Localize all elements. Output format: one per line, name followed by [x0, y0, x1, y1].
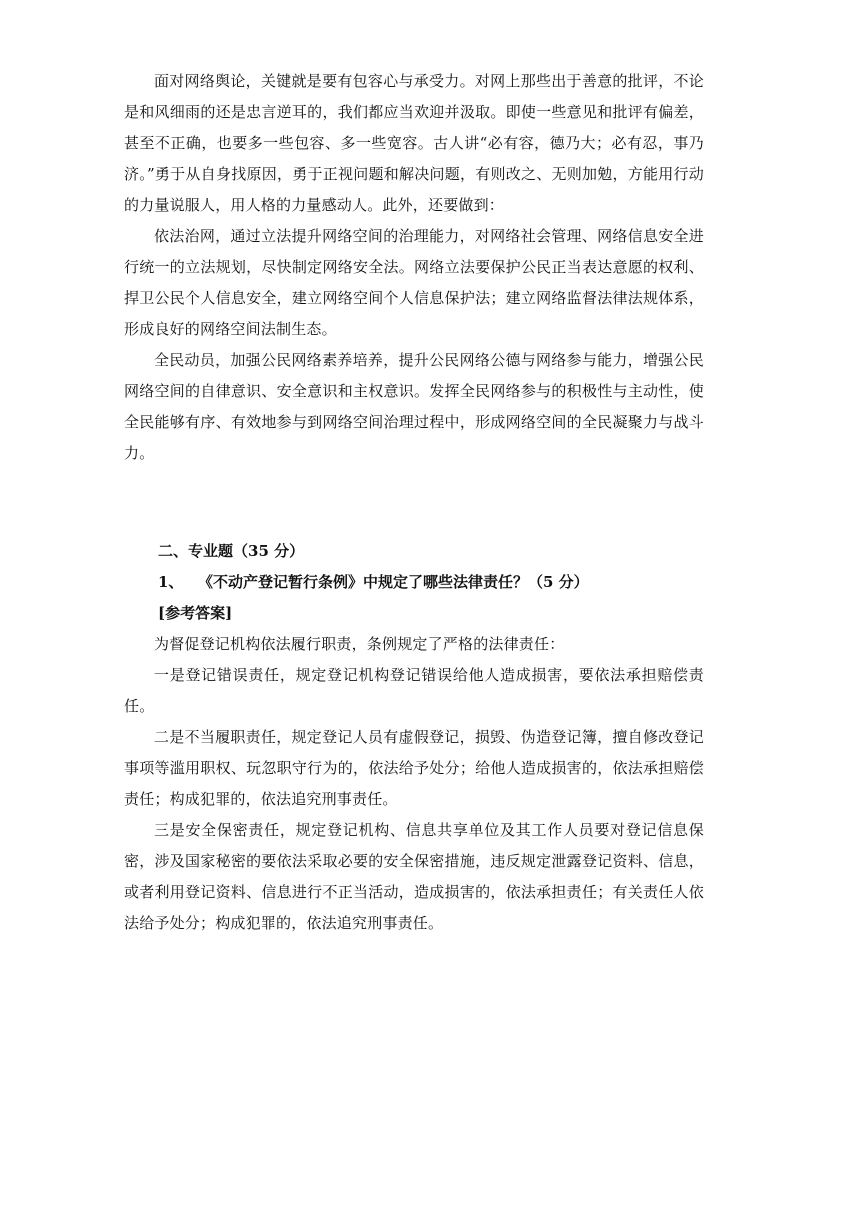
answer-paragraph-4: 三是安全保密责任，规定登记机构、信息共享单位及其工作人员要对登记信息保密，涉及国家秘密的要依法采取必要的安全保密措施，违反规定泄露登记资料、信息，或者利用登记资料、信息进行不正当活动，造成损害的，依法承担责任；有关责任人依法给予处分；构成犯罪的，依法追究刑事责任。	[124, 821, 704, 932]
intro-paragraph-3: 全民动员，加强公民网络素养培养，提升公民网络公德与网络参与能力，增强公民网络空间的自律意识、安全意识和主权意识。发挥全民网络参与的积极性与主动性，使全民能够有序、有效地参与到网络空间治理过程中，形成网络空间的全民凝聚力与战斗力。	[124, 351, 704, 462]
answer-label: [参考答案]	[158, 604, 233, 622]
answer-paragraph-3: 二是不当履职责任，规定登记人员有虚假登记，损毁、伪造登记簿，擅自修改登记事项等滥用职权、玩忽职守行为的，依法给予处分；给他人造成损害的，依法承担赔偿责任；构成犯罪的，依法追究刑事责任。	[124, 728, 704, 808]
question-line	[124, 567, 704, 598]
question-number: 1、	[158, 573, 184, 591]
document-page	[124, 66, 704, 939]
intro-paragraph-2: 依法治网，通过立法提升网络空间的治理能力，对网络社会管理、网络信息安全进行统一的立法规划，尽快制定网络安全法。网络立法要保护公民正当表达意愿的权利、捍卫公民个人信息安全，建立网络空间个人信息保护法；建立网络监督法律法规体系，形成良好的网络空间法制生态。	[124, 227, 704, 338]
answer-paragraph-1: 为督促登记机构依法履行职责，条例规定了严格的法律责任：	[154, 635, 565, 653]
question-text: 《不动产登记暂行条例》中规定了哪些法律责任？（5 分）	[198, 573, 589, 591]
answer-paragraph-2: 一是登记错误责任，规定登记机构登记错误给他人造成损害，要依法承担赔偿责任。	[124, 666, 704, 715]
section-gap	[124, 469, 704, 536]
section-heading: 二、专业题（35 分）	[158, 542, 305, 560]
intro-paragraph-1: 面对网络舆论，关键就是要有包容心与承受力。对网上那些出于善意的批评，不论是和风细雨的还是忠言逆耳的，我们都应当欢迎并汲取。即使一些意见和批评有偏差，甚至不正确，也要多一些包容、多一些宽容。古人讲“必有容，德乃大；必有忍，事乃济。”勇于从自身找原因，勇于正视问题和解决问题，有则改之、无则加勉，方能用行动的力量说服人，用人格的力量感动人。此外，还要做到：	[124, 72, 704, 214]
